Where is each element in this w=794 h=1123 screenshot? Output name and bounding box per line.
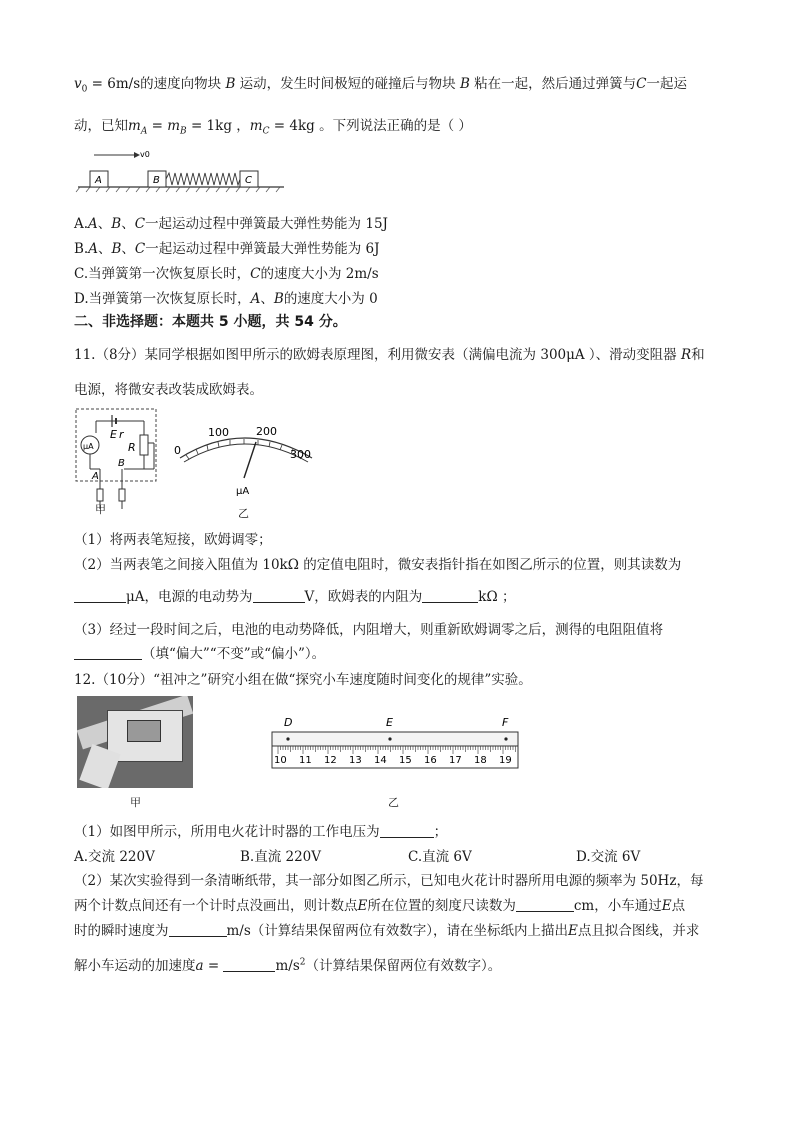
q12-step2-line3: 时的瞬时速度为 m/s（计算结果保留两位有效数字），请在坐标纸内上描出E点且拟合图线，并求: [74, 923, 700, 939]
dial-needle: [244, 442, 256, 478]
ruler-label-13: 13: [349, 755, 362, 766]
ruler-label-19: 19: [499, 755, 512, 766]
fig-caption-yi: 乙: [238, 507, 249, 520]
q12-step2-line4: 解小车运动的加速度$a = m/s^2$（计算结果保留两位有效数字）。: [74, 957, 502, 974]
q12-caption-yi: 乙: [388, 796, 399, 809]
tape-point-e: E: [386, 716, 393, 729]
q12-step2-line2: 两个计数点间还有一个计时点没画出，则计数点E所在位置的刻度尺读数为 cm，小车通过E点: [74, 898, 686, 914]
tape-point-f: F: [502, 716, 509, 729]
ruler-label-11: 11: [299, 755, 312, 766]
q12-stem: 12.（10分）“祖冲之”研究小组在做“探究小车速度随时间变化的规律”实验。: [74, 672, 532, 688]
ruler-label-18: 18: [474, 755, 487, 766]
q10-option-c: C.当弹簧第一次恢复原长时，C的速度大小为 2m/s: [74, 266, 379, 282]
spring: [166, 173, 240, 185]
ruler-label-12: 12: [324, 755, 337, 766]
svg-text:A: A: [95, 175, 102, 186]
ruler-label-10: 10: [274, 755, 287, 766]
probe-right: [119, 489, 125, 501]
answer-blank-ruler-reading[interactable]: [516, 897, 574, 912]
svg-text:C: C: [245, 175, 252, 186]
answer-blank-reading[interactable]: [74, 588, 126, 603]
q10-option-d: D.当弹簧第一次恢复原长时，A、B的速度大小为 0: [74, 291, 378, 307]
svg-text:200: 200: [256, 425, 277, 438]
q10-stem-line2: 动，已知$m_A = m_B = 1kg$ ，$m_C = 4kg$ 。下列说法正确的是（ ）: [74, 118, 472, 137]
q12-option-a: A.交流 220V: [74, 849, 155, 865]
svg-text:300: 300: [290, 448, 311, 461]
tape-and-ruler-figure: [266, 712, 522, 774]
q10-block-spring-figure: [74, 145, 294, 197]
rheostat-icon: [140, 435, 148, 455]
svg-text:100: 100: [208, 426, 229, 439]
answer-blank-voltage[interactable]: [380, 823, 434, 838]
q10-stem-line1: $v_0 = 6m/s$的速度向物块 B 运动，发生时间极短的碰撞后与物块 B 粘在一起，然后通过弹簧与C一起运: [74, 76, 688, 95]
q12-option-b: B.直流 220V: [240, 849, 322, 865]
ohmmeter-circuit-figure: [74, 405, 160, 515]
fig-caption-jia: 甲: [95, 503, 106, 516]
ruler-label-15: 15: [399, 755, 412, 766]
q11-step2-line1: （2）当两表笔之间接入阻值为 10kΩ 的定值电阻时，微安表指针指在如图乙所示的位置，则其读数为: [74, 557, 682, 573]
svg-text:μA: μA: [83, 442, 94, 451]
q10-option-a: A.A、B、C一起运动过程中弹簧最大弹性势能为 15J: [74, 216, 388, 232]
answer-blank-emf[interactable]: [253, 588, 305, 603]
svg-text:R: R: [128, 441, 136, 454]
svg-text:0: 0: [174, 444, 181, 457]
q11-stem-line1: 11.（8分）某同学根据如图甲所示的欧姆表原理图，利用微安表（满偏电流为 300μA ）、滑动变阻器 R和: [74, 347, 705, 363]
q12-step2-line1: （2）某次实验得到一条清晰纸带，其一部分如图乙所示，已知电火花计时器所用电源的频率为 50Hz，每: [74, 873, 704, 889]
q11-step1: （1）将两表笔短接，欧姆调零；: [74, 532, 272, 548]
tape-point-d: D: [284, 716, 293, 729]
q11-step3-line2: （填“偏大”“不变”或“偏小”）。: [74, 642, 325, 662]
svg-text:B: B: [153, 175, 160, 186]
svg-text:v0: v0: [140, 150, 150, 159]
spark-timer-photo: [77, 696, 193, 788]
q10-option-b: B.A、B、C一起运动过程中弹簧最大弹性势能为 6J: [74, 241, 380, 257]
answer-blank-measure-bias[interactable]: [74, 645, 142, 660]
ruler-label-17: 17: [449, 755, 462, 766]
ruler-label-16: 16: [424, 755, 437, 766]
q11-step3-line1: （3）经过一段时间之后，电池的电动势降低，内阻增大，则重新欧姆调零之后，测得的电阻阻值将: [74, 622, 664, 638]
answer-blank-internal-resistance[interactable]: [422, 588, 478, 603]
ruler-label-14: 14: [374, 755, 387, 766]
answer-blank-acceleration[interactable]: [223, 957, 275, 972]
q12-option-c: C.直流 6V: [408, 849, 472, 865]
q11-stem-line2: 电源，将微安表改装成欧姆表。: [74, 382, 263, 398]
svg-text:r: r: [119, 428, 124, 441]
q11-step2-line2: μA，电源的电动势为 V，欧姆表的内阻为 kΩ ；: [74, 585, 515, 605]
svg-text:E: E: [110, 428, 117, 441]
probe-left: [97, 489, 103, 501]
svg-text:μA: μA: [236, 486, 250, 497]
q12-option-d: D.交流 6V: [576, 849, 641, 865]
q12-step1: （1）如图甲所示，所用电火花计时器的工作电压为 ；: [74, 824, 448, 840]
svg-text:A: A: [92, 471, 99, 482]
section-heading: 二、非选择题：本题共 5 小题，共 54 分。: [74, 314, 347, 330]
microammeter-dial-figure: [172, 418, 322, 498]
q12-caption-jia: 甲: [130, 796, 141, 809]
svg-text:B: B: [118, 458, 125, 469]
answer-blank-velocity[interactable]: [169, 922, 227, 937]
